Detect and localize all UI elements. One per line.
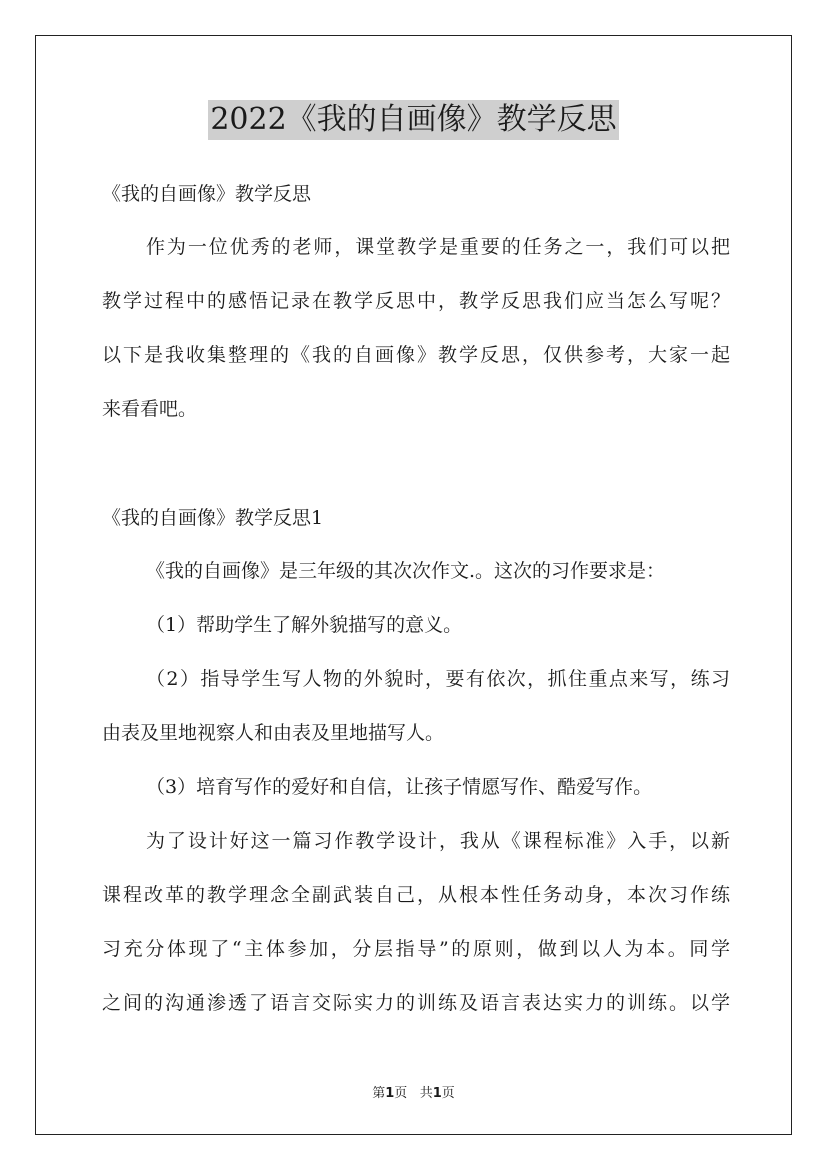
section-line-7: 课程改革的教学理念全副武装自己，从根本性任务动身，本次习作练	[102, 884, 730, 906]
footer-total-suffix: 页	[441, 1086, 455, 1101]
document-title	[0, 100, 827, 140]
section-line-4: 由表及里地视察人和由表及里地描写人。	[102, 722, 445, 744]
intro-line-3: 以下是我收集整理的《我的自画像》教学反思，仅供参考，大家一起	[102, 344, 730, 366]
section-line-3: （2）指导学生写人物的外貌时，要有依次，抓住重点来写，练习	[146, 668, 730, 690]
section-line-8: 习充分体现了“主体参加，分层指导”的原则，做到以人为本。同学	[102, 938, 730, 960]
footer-page-suffix: 页	[394, 1086, 408, 1101]
page-footer	[0, 1082, 827, 1101]
footer-page-prefix: 第	[372, 1086, 386, 1101]
section-line-6: 为了设计好这一篇习作教学设计，我从《课程标准》入手，以新	[146, 830, 730, 852]
section-line-9: 之间的沟通渗透了语言交际实力的训练及语言表达实力的训练。以学	[102, 992, 730, 1014]
section-line-1: 《我的自画像》是三年级的其次次作文.。这次的习作要求是：	[146, 560, 666, 582]
intro-line-2: 教学过程中的感悟记录在教学反思中，教学反思我们应当怎么写呢？	[102, 290, 730, 312]
section-heading: 《我的自画像》教学反思1	[102, 507, 324, 529]
footer-page-number: 1	[385, 1086, 395, 1101]
subtitle: 《我的自画像》教学反思	[102, 183, 312, 205]
section-line-2: （1）帮助学生了解外貌描写的意义。	[146, 614, 463, 636]
section-line-5: （3）培育写作的爱好和自信，让孩子情愿写作、酷爱写作。	[146, 776, 653, 798]
footer-total-number: 1	[432, 1086, 442, 1101]
footer-total-prefix: 共	[419, 1086, 433, 1101]
document-title-text: 2022《我的自画像》教学反思	[208, 100, 618, 140]
document-body	[102, 178, 730, 1017]
intro-line-4: 来看看吧。	[102, 398, 198, 420]
intro-line-1: 作为一位优秀的老师，课堂教学是重要的任务之一，我们可以把	[146, 236, 730, 258]
